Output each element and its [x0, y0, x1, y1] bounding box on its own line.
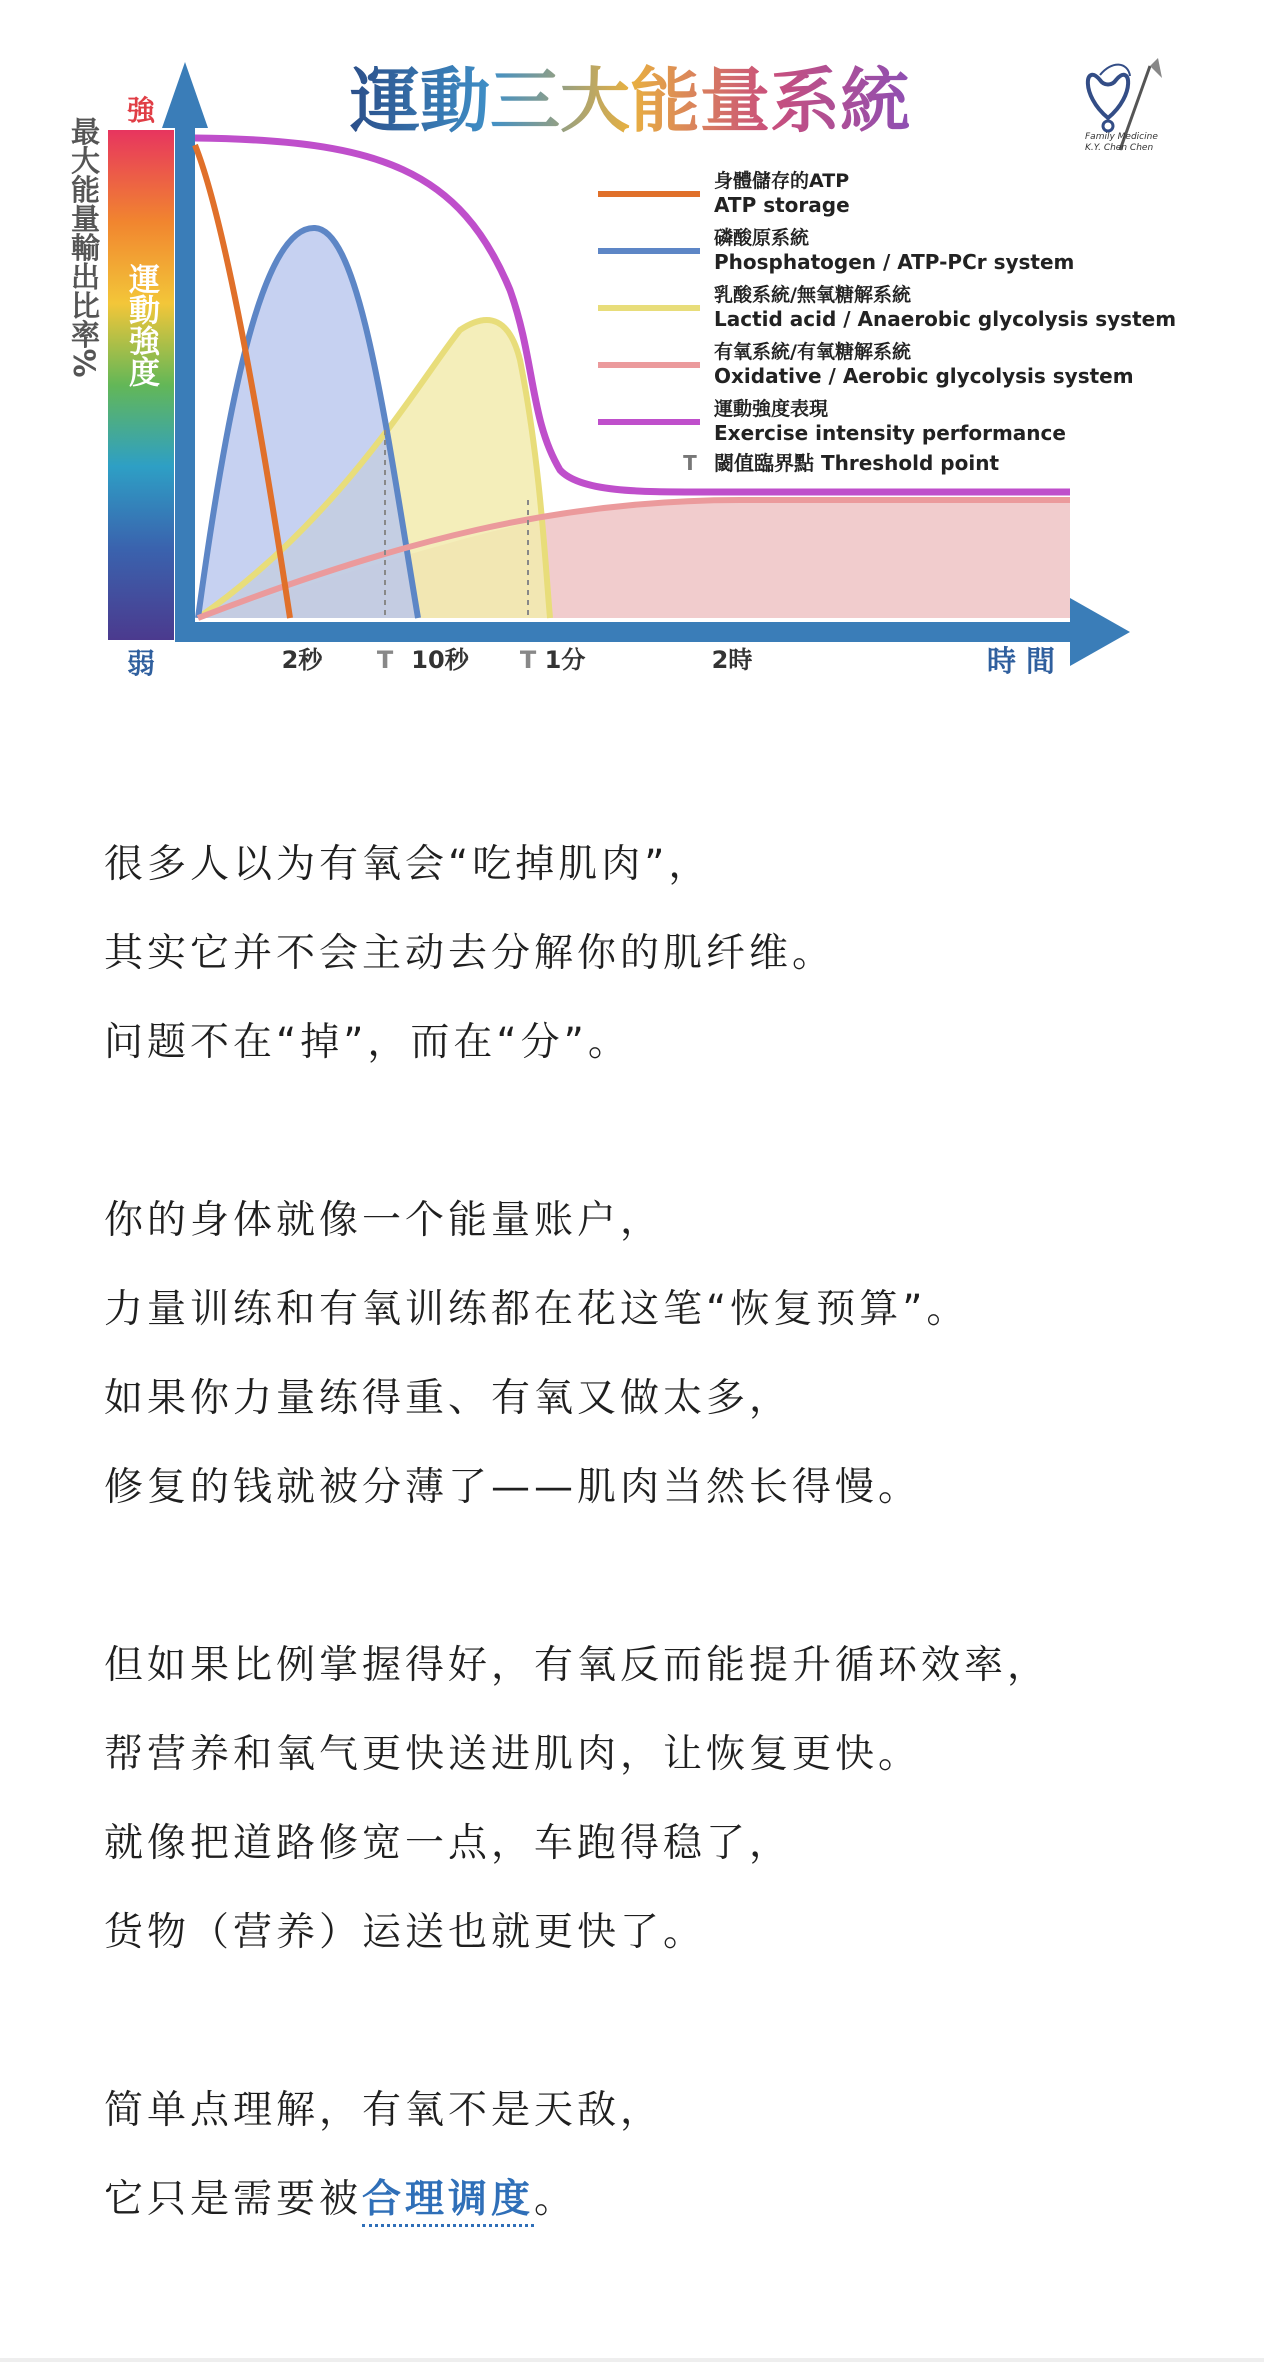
- paragraph-line: 你的身体就像一个能量账户，: [104, 1198, 664, 1243]
- legend-label-1: 身體儲存的ATP: [714, 170, 850, 192]
- paragraph-line: 但如果比例掌握得好，有氧反而能提升循环效率，: [104, 1643, 1051, 1688]
- logo-line-1: Family Medicine: [1085, 132, 1158, 142]
- paragraph-line: 就像把道路修宽一点，车跑得稳了，: [104, 1821, 793, 1866]
- threshold-tick-label: T: [376, 646, 394, 674]
- intensity-bar-label: 運動強度: [123, 263, 159, 387]
- legend-label-en-2: Phosphatogen / ATP-PCr system: [714, 250, 1075, 274]
- paragraph: [104, 820, 1184, 1087]
- threshold-tick-label: T: [519, 646, 537, 674]
- y-axis-label: 最大能量輸出比率%: [67, 116, 101, 378]
- highlight-link[interactable]: 合理调度: [362, 2177, 534, 2227]
- line-prefix: 它只是需要被: [104, 2177, 363, 2222]
- article-body: [104, 820, 1184, 2244]
- line-suffix: 。: [534, 2177, 578, 2222]
- logo-line-2: K.Y. Chen Chen: [1085, 143, 1154, 153]
- legend-label-4: 有氧系統/有氧糖解系統: [714, 341, 911, 363]
- paragraph: [104, 2066, 1184, 2244]
- paragraph-line: 力量训练和有氧训练都在花这笔“恢复预算”。: [104, 1287, 970, 1332]
- x-tick-label: 2時: [711, 646, 753, 674]
- paragraph-line: 其实它并不会主动去分解你的肌纤维。: [104, 931, 836, 976]
- page-bottom-divider: [0, 2358, 1264, 2362]
- paragraph: [104, 1176, 1184, 1532]
- paragraph-line: 如果你力量练得重、有氧又做太多，: [104, 1376, 793, 1421]
- strong-label: 強: [126, 94, 156, 127]
- legend-label-en-4: Oxidative / Aerobic glycolysis system: [714, 364, 1134, 388]
- x-tick-label: 2秒: [281, 646, 323, 674]
- legend-label-5: 運動強度表現: [714, 398, 829, 420]
- chart-title: 運動三大能量系統: [350, 60, 910, 142]
- paragraph-line: 问题不在“掉”，而在“分”。: [104, 1020, 631, 1065]
- paragraph-line: 修复的钱就被分薄了——肌肉当然长得慢。: [104, 1465, 922, 1510]
- paragraph-line: [104, 2155, 1184, 2244]
- legend-label-en-1: ATP storage: [714, 193, 850, 217]
- paragraph-line: 货物（营养）运送也就更快了。: [104, 1910, 707, 1955]
- paragraph-line: 帮营养和氧气更快送进肌肉，让恢复更快。: [104, 1732, 922, 1777]
- stethoscope-heart-logo-icon: [1085, 58, 1162, 153]
- weak-label: 弱: [126, 647, 156, 680]
- x-tick-label: 10秒: [411, 646, 469, 674]
- energy-systems-figure: [0, 0, 1264, 720]
- paragraph-line: 简单点理解，有氧不是天敌，: [104, 2088, 664, 2133]
- x-tick-label: 1分: [544, 646, 586, 674]
- legend-label-en-3: Lactid acid / Anaerobic glycolysis system: [714, 307, 1177, 331]
- paragraph-line: 很多人以为有氧会“吃掉肌肉”，: [104, 842, 712, 887]
- legend-label-2: 磷酸原系統: [714, 227, 810, 249]
- paragraph: [104, 1621, 1184, 1977]
- legend-label-en-5: Exercise intensity performance: [714, 421, 1066, 445]
- legend-threshold-symbol: T: [683, 451, 697, 475]
- x-axis-label: 時 間: [986, 644, 1056, 678]
- legend-threshold-label: 閾值臨界點 Threshold point: [714, 451, 999, 475]
- legend-label-3: 乳酸系統/無氧糖解系統: [714, 284, 911, 306]
